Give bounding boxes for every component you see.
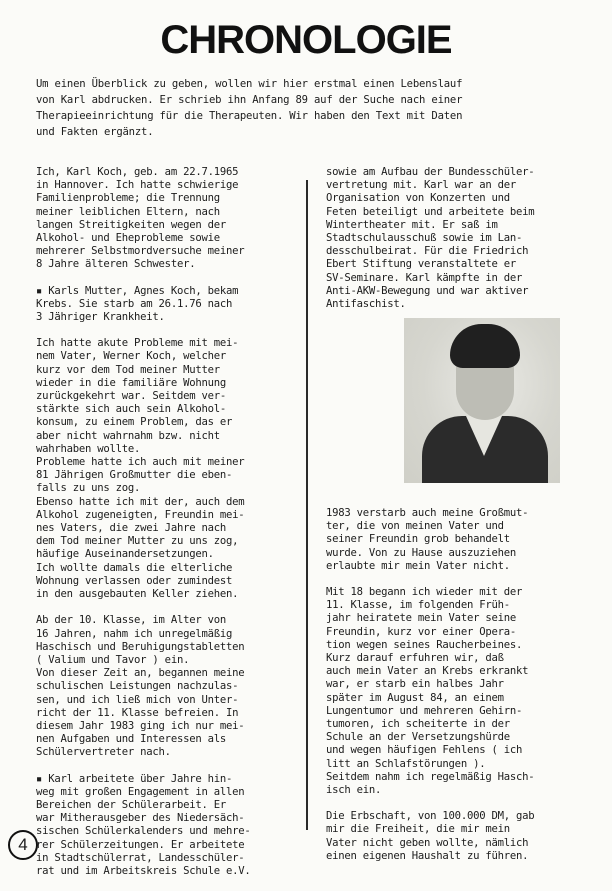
paragraph: ▪ Karls Mutter, Agnes Koch, bekam Krebs. Sie starb am 26.1.76 nach 3 Jähriger Krankheit. — [36, 284, 239, 324]
page-title: CHRONOLOGIE — [160, 18, 452, 62]
left-column — [36, 166, 298, 891]
paragraph: Die Erbschaft, von 100.000 DM, gab mir die Freiheit, die mir mein Vater nicht geben wollte, nämlich einen eigenen Haushalt zu führen. — [326, 810, 535, 862]
paragraph: Mit 18 begann ich wieder mit der 11. Klasse, im folgenden Früh- jahr heiratete mein Vater seine Freundin, kurz vor einer Opera- tion wegen seines Raucherbeines. Kurz darauf erfuhren wir, daß auch mein Vater an Krebs erkrankt war, er starb ein halbes Jahr später im August 84, an einem Lungentumor und mehreren Gehirn- tumoren, ich scheiterte in der Schule an der Versetzungshürde und wegen häufigen Fehlens ( ich litt an Schlafstörungen ). Seitdem nahm ich regelmäßig Hasch- isch ein. — [326, 586, 535, 797]
paragraph: sowie am Aufbau der Bundesschüler- vertretung mit. Karl war an der Organisation von Konzerten und Feten beteiligt und arbeitete beim Wintertheater mit. Er saß im Stadtschulausschuß sowie im Lan- desschulbeirat. Für die Friedrich Ebert Stiftung veranstaltete er SV-Seminare. Karl kämpfte in der Anti-AKW-Bewegung und war aktiver Antifaschist. — [326, 166, 535, 311]
portrait-photo — [404, 318, 560, 483]
intro-paragraph: Um einen Überblick zu geben, wollen wir hier erstmal einen Lebenslauf von Karl abdrucken. Er schrieb ihn Anfang 89 auf der Suche nach einer Therapieeinrichtung für die Therapeuten. Wir haben den Text mit Daten und Fakten ergänzt. — [36, 78, 463, 138]
paragraph: ▪ Karl arbeitete über Jahre hin- weg mit großen Engagement in allen Bereichen der Schülerarbeit. Er war Mitherausgeber des Niedersäch- sischen Schülerkalenders und mehre- rer Schülerzeitungen. Er arbeitete in Stadtschülerrat, Landesschüler- rat und im Arbeitskreis Schule e.V. — [36, 772, 251, 877]
paragraph: 1983 verstarb auch meine Großmut- ter, die von meinen Vater und seiner Freundin grob behandelt wurde. Von zu Hause auszuziehen erlaubte mir mein Vater nicht. — [326, 507, 529, 572]
paragraph: Ich, Karl Koch, geb. am 22.7.1965 in Hannover. Ich hatte schwierige Familienprobleme; die Trennung meiner leiblichen Eltern, nach langen Streitigkeiten wegen der Alkohol- und Eheprobleme sowie mehrerer Selbstmordversuche meiner 8 Jahre älteren Schwester. — [36, 166, 245, 271]
right-column-top — [326, 166, 594, 324]
paragraph: Ab der 10. Klasse, im Alter von 16 Jahren, nahm ich unregelmäßig Haschisch und Beruhigungstabletten ( Valium und Tavor ) ein. Von dieser Zeit an, begannen meine schulischen Leistungen nachzulas- sen, und ich ließ mich von Unter- richt der 11. Klasse befreien. In diesem Jahr 1983 ging ich nur mei- nen Aufgaben und Interessen als Schülervertreter nach. — [36, 614, 245, 759]
paragraph: Ich hatte akute Probleme mit mei- nem Vater, Werner Koch, welcher kurz vor dem Tod meiner Mutter wieder in die familiäre Wohnung zurückgekehrt war. Seitdem ver- stärkte sich auch sein Alkohol- konsum, zu einem Problem, das er aber nicht wahrnahm bzw. nicht wahrhaben wollte. Probleme hatte ich auch mit meiner 81 Jährigen Großmutter die eben- falls zu uns zog. Ebenso hatte ich mit der, auch dem Alkohol zugeneigten, Freundin mei- nes Vaters, die zwei Jahre nach dem Tod meiner Mutter zu uns zog, häufige Auseinandersetzungen. Ich wollte damals die elterliche Wohnung verlassen oder zumindest in den ausgebauten Keller ziehen. — [36, 337, 245, 601]
right-column-bottom — [326, 507, 594, 876]
column-divider — [306, 180, 308, 830]
page-number: 4 — [8, 830, 38, 860]
